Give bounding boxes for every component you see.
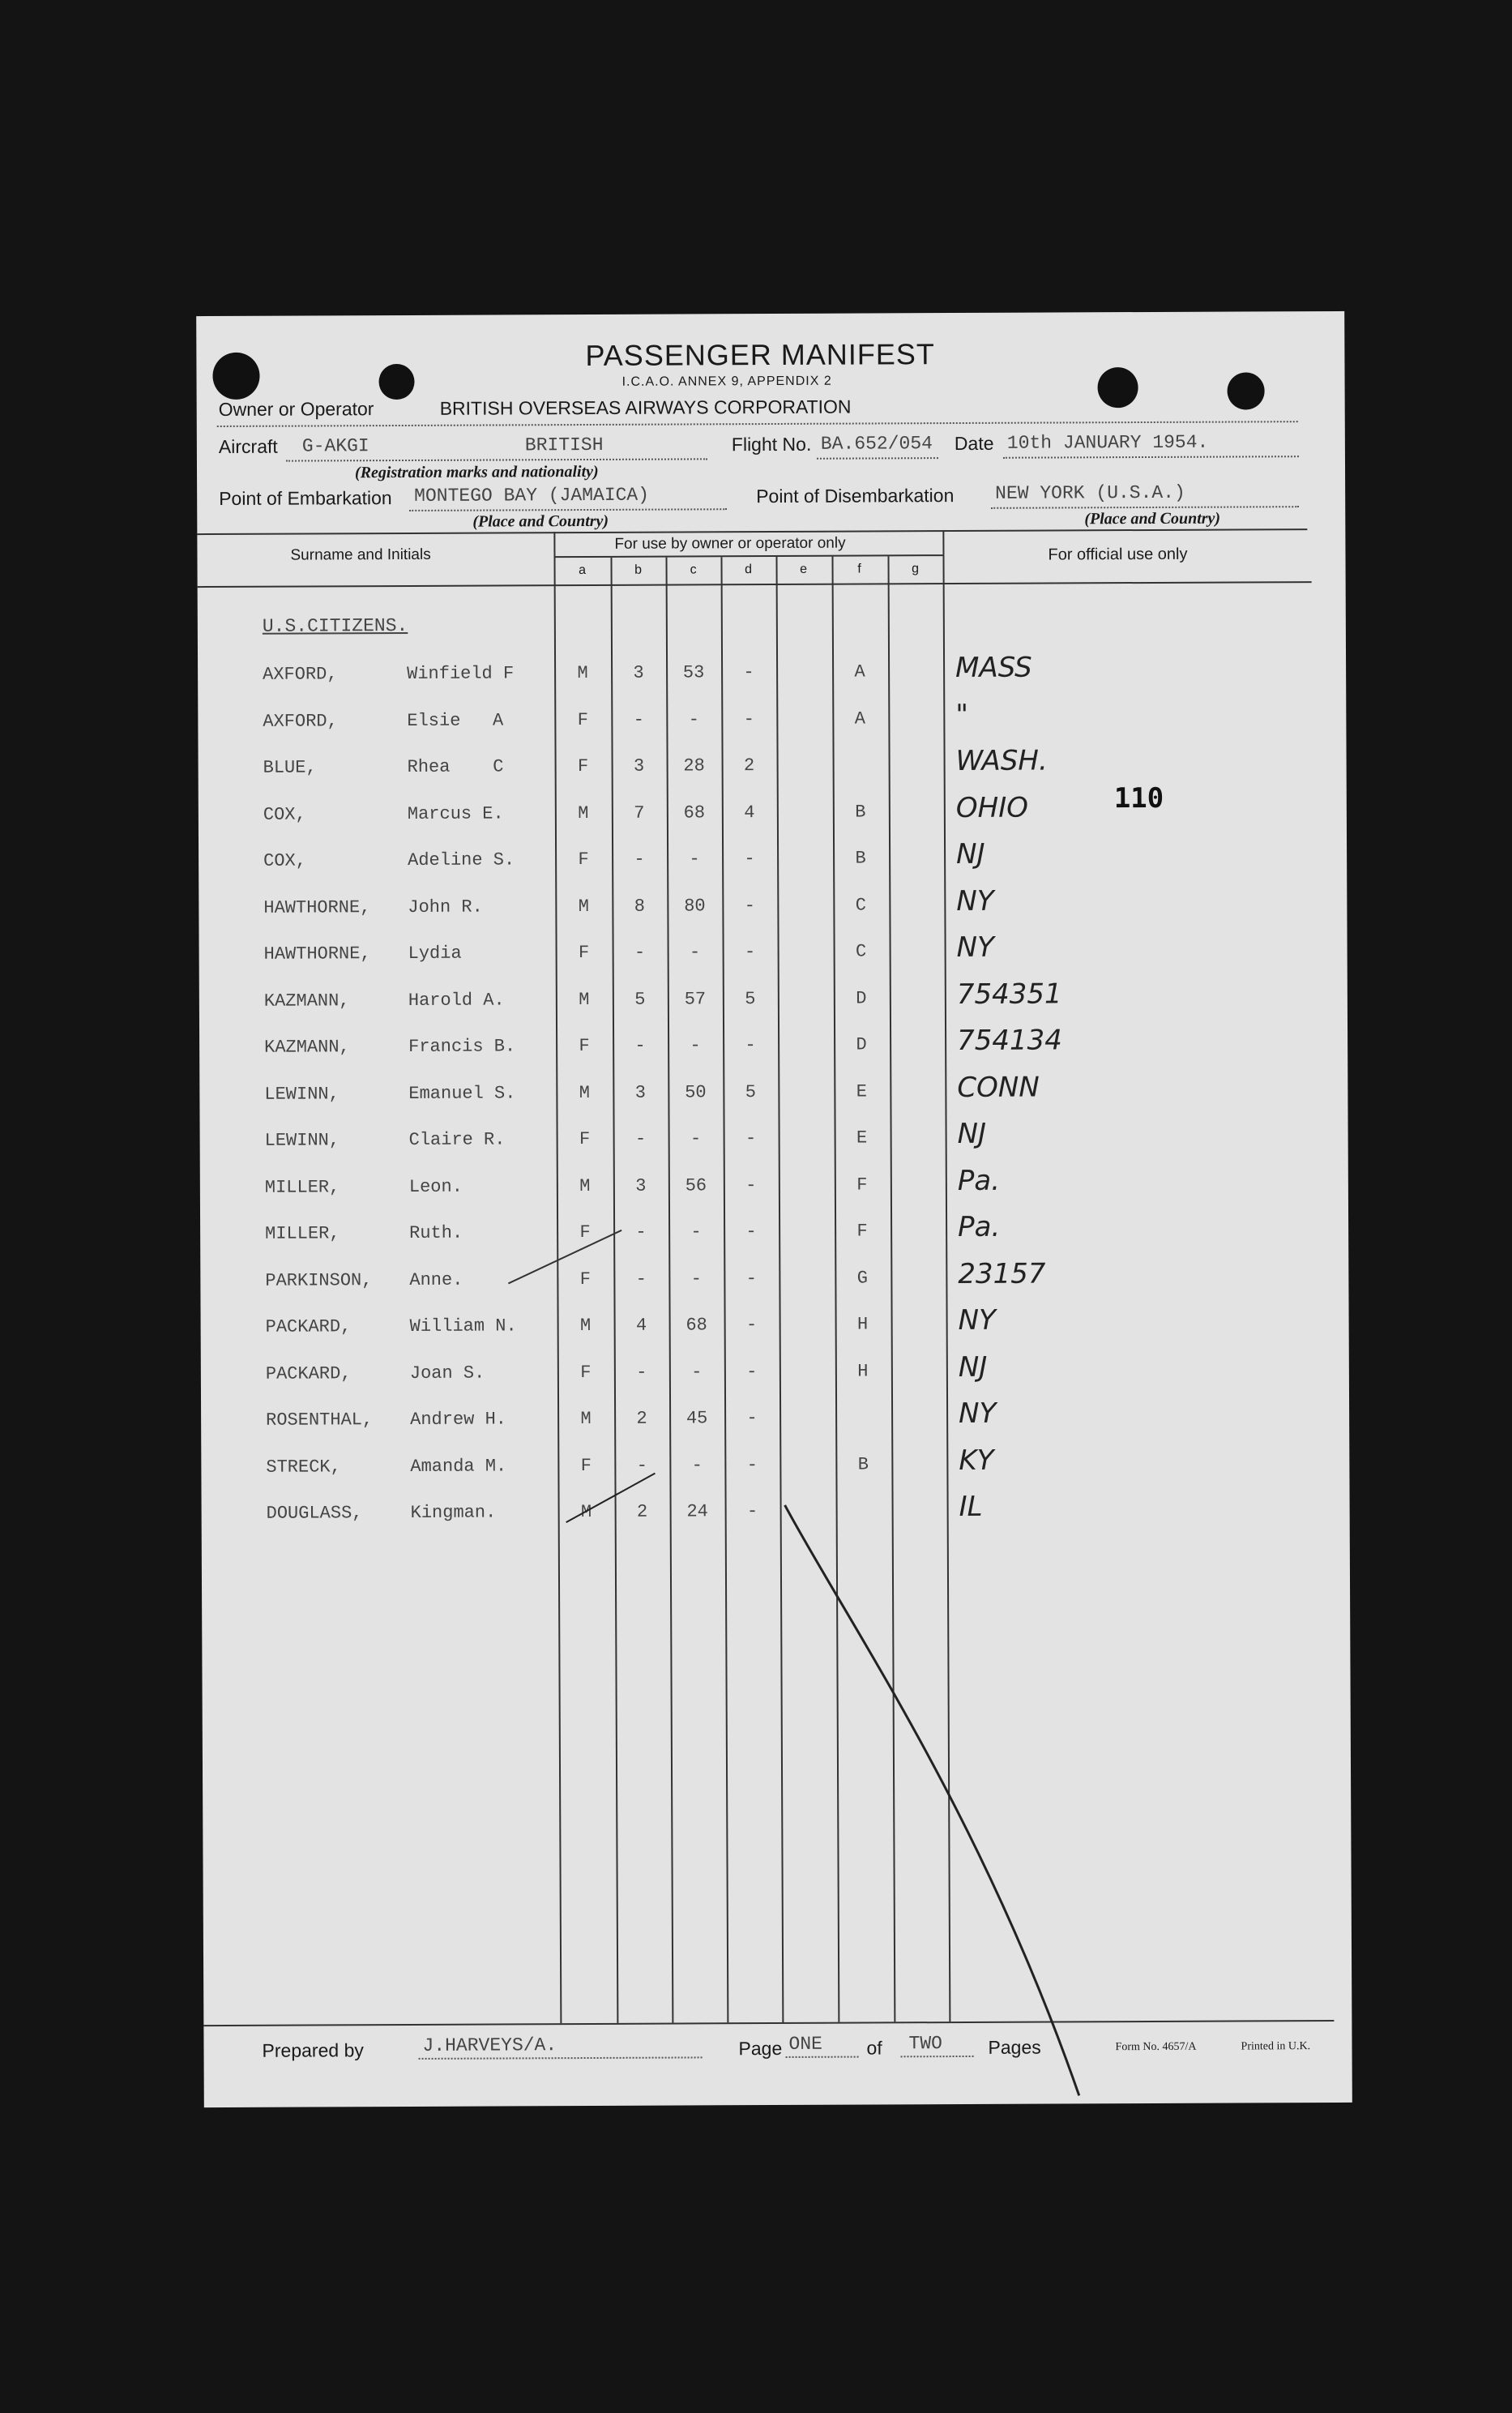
cell-d: - — [744, 896, 756, 917]
cell-d: 5 — [745, 1082, 757, 1103]
cell-b: 8 — [634, 896, 646, 917]
cell-c: 57 — [684, 989, 707, 1010]
cell-a: F — [577, 709, 589, 731]
cell-b: 3 — [633, 755, 645, 777]
cell-f: F — [856, 1174, 868, 1196]
passenger-given-name: John R. — [408, 896, 483, 918]
cell-a: M — [580, 1408, 592, 1430]
passenger-given-name: Francis B. — [408, 1036, 516, 1057]
cell-f: B — [855, 848, 866, 869]
passenger-given-name: Marcus E. — [407, 803, 504, 824]
passenger-given-name: Joan S. — [409, 1363, 485, 1384]
pages-label: Pages — [988, 2036, 1041, 2058]
passenger-given-name: Winfield F — [407, 663, 515, 684]
passenger-surname: BLUE, — [263, 757, 317, 778]
cell-d: 2 — [743, 755, 755, 777]
of-rule — [901, 2056, 974, 2057]
owner-value: BRITISH OVERSEAS AIRWAYS CORPORATION — [439, 396, 852, 419]
prepared-value: J.HARVEYS/A. — [422, 2034, 557, 2056]
passenger-surname: LEWINN, — [264, 1084, 340, 1105]
cell-a: M — [580, 1501, 592, 1523]
cell-f: D — [856, 1034, 867, 1055]
disembark-note: (Place and Country) — [1084, 509, 1221, 528]
official-note: NJ — [957, 1117, 987, 1151]
col-header-f: f — [857, 562, 861, 576]
cell-a: M — [578, 896, 590, 918]
embark-note: (Place and Country) — [472, 511, 609, 531]
cell-c: 80 — [684, 896, 706, 917]
cell-c: 53 — [682, 662, 705, 683]
official-note: NY — [956, 884, 994, 918]
cell-f: E — [856, 1127, 868, 1149]
cell-f: G — [856, 1268, 869, 1289]
cell-f: A — [854, 661, 865, 682]
official-note: IL — [959, 1490, 983, 1524]
passenger-given-name: Emanuel S. — [408, 1083, 516, 1104]
cell-a: M — [578, 802, 589, 824]
passenger-given-name: Anne. — [409, 1269, 463, 1290]
cell-d: - — [745, 1269, 758, 1290]
cell-d: - — [744, 942, 756, 963]
passenger-given-name: Andrew H. — [410, 1409, 507, 1430]
passenger-surname: MILLER, — [264, 1177, 340, 1198]
cell-d: - — [746, 1501, 758, 1522]
cell-d: 4 — [744, 802, 755, 824]
passenger-given-name: Elsie A — [407, 710, 504, 731]
official-note: WASH. — [955, 744, 1048, 778]
col-header-c: c — [690, 563, 697, 577]
nationality-value: BRITISH — [524, 434, 604, 456]
cell-f: A — [854, 708, 866, 729]
page-value: ONE — [788, 2033, 822, 2055]
cell-f: B — [857, 1454, 869, 1475]
embark-label: Point of Embarkation — [219, 487, 392, 509]
cell-f: C — [855, 895, 867, 916]
printed-note: Printed in U.K. — [1241, 2040, 1311, 2053]
cell-c: - — [690, 1269, 703, 1290]
cell-d: - — [745, 1128, 757, 1149]
registration-note: (Registration marks and nationality) — [354, 462, 599, 482]
cell-f: D — [856, 988, 867, 1009]
official-note: 23157 — [958, 1257, 1046, 1291]
cell-a: M — [579, 1315, 592, 1337]
passenger-given-name: Lydia — [408, 943, 462, 964]
cell-b: 2 — [636, 1408, 647, 1429]
cell-b: 5 — [634, 989, 646, 1010]
official-note: NY — [958, 1303, 996, 1337]
official-number: 110 — [1113, 781, 1164, 815]
cell-a: F — [578, 849, 589, 871]
cell-d: - — [746, 1455, 758, 1476]
official-note: NY — [959, 1397, 997, 1431]
cell-c: - — [689, 849, 700, 870]
of-label: of — [866, 2037, 882, 2059]
official-column-header: For official use only — [1048, 545, 1188, 564]
section-label: U.S.CITIZENS. — [262, 614, 408, 637]
operator-column-header: For use by owner or operator only — [614, 534, 846, 553]
cell-f: H — [857, 1361, 869, 1382]
cell-f: F — [856, 1221, 868, 1242]
of-value: TWO — [908, 2033, 942, 2055]
cell-a: F — [578, 942, 590, 964]
passenger-surname: KAZMANN, — [264, 1037, 350, 1058]
cell-a: F — [580, 1362, 592, 1384]
col-header-a: a — [579, 563, 587, 578]
cell-b: 4 — [635, 1315, 647, 1336]
col-header-d: d — [745, 563, 753, 577]
cell-d: - — [745, 1315, 758, 1336]
cell-a: F — [579, 1128, 591, 1150]
official-note: Pa. — [957, 1164, 1001, 1198]
passenger-surname: HAWTHORNE, — [263, 943, 371, 965]
page-subtitle: I.C.A.O. ANNEX 9, APPENDIX 2 — [621, 374, 832, 389]
cell-f: B — [855, 802, 866, 823]
cell-c: 68 — [686, 1315, 707, 1336]
prepared-label: Prepared by — [262, 2039, 364, 2061]
passenger-surname: KAZMANN, — [263, 990, 350, 1012]
cell-a: F — [579, 1221, 591, 1243]
official-note: 754134 — [957, 1024, 1062, 1058]
passenger-surname: PACKARD, — [265, 1363, 352, 1384]
manifest-sheet — [196, 311, 1352, 2107]
passenger-surname: LEWINN, — [264, 1130, 340, 1151]
official-note: Pa. — [958, 1210, 1001, 1244]
official-note: OHIO — [955, 791, 1029, 825]
cell-b: - — [634, 942, 646, 963]
cell-f: C — [855, 941, 867, 962]
cell-b: - — [635, 1221, 647, 1243]
cell-b: - — [634, 1128, 647, 1149]
cell-d: - — [745, 1221, 757, 1243]
cell-b: 3 — [635, 1175, 647, 1196]
official-note: NJ — [958, 1350, 988, 1384]
official-note: NY — [956, 931, 994, 965]
cell-c: - — [689, 942, 701, 963]
passenger-given-name: Harold A. — [408, 990, 505, 1011]
cell-c: - — [690, 1221, 702, 1243]
flight-value: BA.652/054 — [820, 433, 933, 455]
cell-b: - — [635, 1269, 647, 1290]
cell-a: F — [577, 755, 589, 777]
cell-b: - — [634, 1035, 646, 1056]
cell-c: 68 — [683, 802, 706, 824]
col-header-e: e — [800, 562, 808, 576]
cell-d: - — [745, 1175, 757, 1196]
cell-d: - — [743, 709, 755, 730]
disembark-value: NEW YORK (U.S.A.) — [995, 481, 1185, 504]
cell-b: - — [633, 709, 645, 730]
official-note: KY — [959, 1444, 994, 1478]
cell-b: - — [636, 1362, 647, 1383]
date-value: 10th JANUARY 1954. — [1006, 431, 1209, 454]
owner-label: Owner or Operator — [218, 398, 374, 420]
cell-c: - — [690, 1035, 701, 1056]
cell-a: M — [579, 1082, 591, 1104]
passenger-surname: PACKARD, — [265, 1316, 352, 1337]
passenger-surname: COX, — [263, 804, 306, 825]
passenger-surname: AXFORD, — [263, 664, 338, 685]
cell-a: F — [580, 1455, 592, 1477]
cell-d: 5 — [745, 989, 756, 1010]
cell-b: - — [634, 849, 645, 870]
page-title: PASSENGER MANIFEST — [585, 337, 935, 373]
cell-b: 7 — [634, 802, 645, 824]
aircraft-label: Aircraft — [218, 435, 278, 457]
page-rule — [786, 2056, 859, 2058]
cell-c: 50 — [685, 1082, 707, 1103]
passenger-surname: DOUGLASS, — [266, 1503, 363, 1524]
passenger-given-name: Rhea C — [407, 756, 504, 777]
passenger-surname: PARKINSON, — [265, 1270, 373, 1291]
cell-d: - — [745, 1035, 756, 1056]
passenger-given-name: Claire R. — [408, 1129, 506, 1150]
cell-b: - — [636, 1455, 648, 1476]
cell-b: 3 — [634, 1082, 647, 1103]
cell-f: H — [856, 1314, 869, 1335]
passenger-given-name: Kingman. — [410, 1502, 497, 1523]
official-note: MASS — [955, 651, 1032, 685]
cell-c: - — [688, 709, 700, 730]
cell-a: M — [577, 662, 588, 684]
passenger-given-name: Amanda M. — [410, 1456, 507, 1477]
cell-f: E — [856, 1081, 868, 1102]
passenger-surname: MILLER, — [265, 1223, 340, 1244]
cell-d: - — [744, 849, 755, 870]
cell-d: - — [743, 662, 754, 683]
cell-a: M — [579, 1175, 591, 1197]
cell-c: 45 — [686, 1408, 708, 1429]
cell-d: - — [746, 1408, 758, 1429]
official-note: NJ — [956, 837, 985, 871]
flight-label: Flight No. — [731, 433, 812, 456]
cell-b: 2 — [636, 1501, 648, 1522]
cell-a: M — [579, 989, 590, 1011]
passenger-surname: STRECK, — [266, 1457, 341, 1478]
aircraft-value: G-AKGI — [301, 435, 369, 457]
cell-c: 24 — [686, 1501, 708, 1522]
cell-d: - — [746, 1362, 758, 1383]
official-note: 754351 — [956, 978, 1062, 1012]
passenger-surname: HAWTHORNE, — [263, 897, 371, 918]
date-label: Date — [954, 432, 994, 455]
passenger-given-name: Ruth. — [409, 1222, 463, 1243]
passenger-given-name: Leon. — [408, 1176, 463, 1197]
cell-c: 56 — [685, 1175, 707, 1196]
col-header-g: g — [912, 562, 920, 576]
cell-c: - — [691, 1455, 703, 1476]
cell-a: F — [579, 1269, 592, 1290]
cell-c: 28 — [683, 755, 705, 777]
page-label: Page — [738, 2037, 783, 2060]
disembark-label: Point of Disembarkation — [756, 485, 955, 507]
cell-b: 3 — [633, 662, 644, 683]
closing-stroke — [196, 311, 1352, 2107]
cell-c: - — [690, 1128, 702, 1149]
cell-c: - — [691, 1362, 703, 1383]
name-column-header: Surname and Initials — [290, 545, 431, 564]
official-note: " — [955, 698, 969, 732]
passenger-surname: ROSENTHAL, — [266, 1410, 374, 1431]
passenger-surname: AXFORD, — [263, 711, 338, 732]
official-note: CONN — [957, 1071, 1040, 1105]
cell-a: F — [579, 1035, 590, 1057]
form-number: Form No. 4657/A — [1115, 2040, 1197, 2054]
passenger-given-name: William N. — [409, 1316, 517, 1337]
col-header-b: b — [634, 563, 643, 577]
passenger-surname: COX, — [263, 850, 306, 871]
embark-value: MONTEGO BAY (JAMAICA) — [414, 484, 650, 507]
passenger-given-name: Adeline S. — [408, 849, 515, 871]
